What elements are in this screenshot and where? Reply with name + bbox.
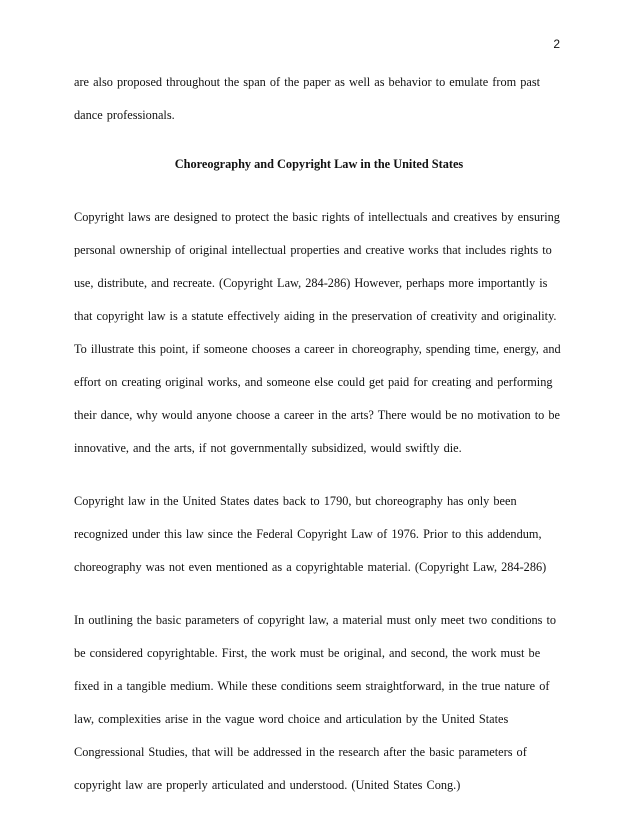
paragraph-line: choreography was not even mentioned as a copyrightable material. (Copyright Law, 284-286) bbox=[74, 560, 547, 574]
paragraph-line: Copyright law in the United States dates back to 1790, but choreography has only been bbox=[74, 494, 517, 508]
intro-line: are also proposed throughout the span of the paper as well as behavior to emulate from past bbox=[74, 75, 541, 89]
paragraph-line: In outlining the basic parameters of copyright law, a material must only meet two conditions to bbox=[74, 613, 557, 627]
paragraph-line: their dance, why would anyone choose a career in the arts? There would be no motivation to be bbox=[74, 408, 560, 422]
paragraph-line: copyright law are properly articulated and understood. (United States Cong.) bbox=[74, 778, 461, 792]
paragraph-line: recognized under this law since the Federal Copyright Law of 1976. Prior to this addendum, bbox=[74, 527, 542, 541]
paragraph-line: personal ownership of original intellectual properties and creative works that includes rights to bbox=[74, 243, 552, 257]
paragraph-line: innovative, and the arts, if not governmentally subsidized, would swiftly die. bbox=[74, 441, 462, 455]
paragraph-line: be considered copyrightable. First, the work must be original, and second, the work must be bbox=[74, 646, 541, 660]
section-heading: Choreography and Copyright Law in the United States bbox=[174, 157, 464, 171]
paragraph-line: Copyright laws are designed to protect the basic rights of intellectuals and creatives by ensuring bbox=[74, 210, 560, 224]
paragraph-line: use, distribute, and recreate. (Copyright Law, 284-286) However, perhaps more importantly is bbox=[74, 276, 548, 290]
paragraph-line: Congressional Studies, that will be addressed in the research after the basic parameters of bbox=[74, 745, 527, 759]
page-number: 2 bbox=[553, 37, 560, 51]
paragraph-line: To illustrate this point, if someone chooses a career in choreography, spending time, energy, and bbox=[74, 342, 561, 356]
paragraph-line: that copyright law is a statute effectively aiding in the preservation of creativity and originality. bbox=[74, 309, 557, 323]
intro-line: dance professionals. bbox=[74, 108, 175, 122]
paragraph-line: fixed in a tangible medium. While these conditions seem straightforward, in the true nature of bbox=[74, 679, 550, 693]
paragraph-line: effort on creating original works, and someone else could get paid for creating and performing bbox=[74, 375, 553, 389]
paragraph-line: law, complexities arise in the vague word choice and articulation by the United States bbox=[74, 712, 509, 726]
